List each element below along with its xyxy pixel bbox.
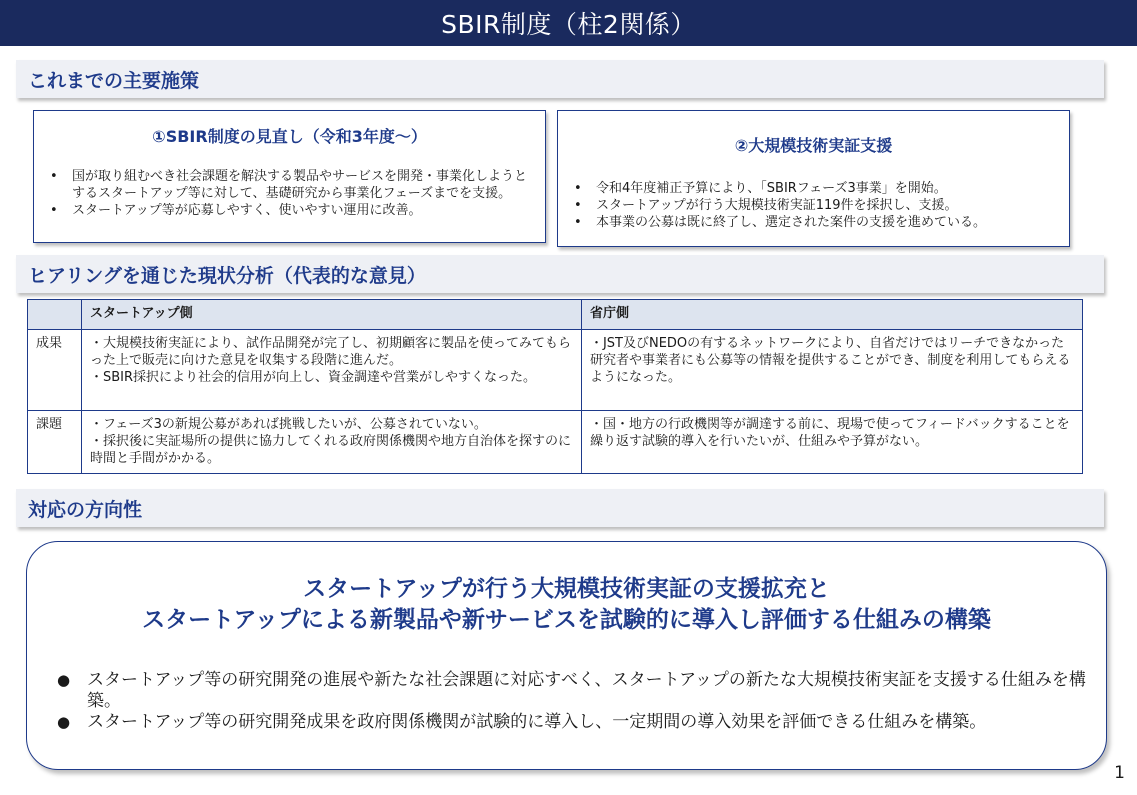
table-cell-ministry [581,330,1082,411]
page-number: 1 [1114,763,1125,783]
table-header-row [28,300,1083,330]
opinion-text: ・フェーズ3の新規公募があれば挑戦したいが、公募されていない。 [89,417,487,432]
measure-bullet-list [558,180,1069,231]
hearing-table [27,299,1083,474]
table-cell-startup [81,330,581,411]
opinion-text: ・国・地方の行政機関等が調達する前に、現場で使ってフィードバックすることを繰り返す試験的導入を行いたいが、仕組みや予算がない。 [589,417,1070,449]
table-header-startup: スタートアップ側 [81,300,581,330]
table-cell-ministry [581,411,1082,474]
section-heading-measures [16,60,1104,98]
table-row [28,330,1083,411]
section-heading-direction [16,489,1104,527]
section-heading-hearing [16,255,1104,293]
table-row [28,411,1083,474]
page-title-bar [0,0,1137,46]
measure-bullet: • スタートアップ等が応募しやすく、使いやすい運用に改善。 [34,202,529,219]
policy-headline [27,574,1106,636]
table-header-ministry: 省庁側 [581,300,1082,330]
measure-bullet: • 本事業の公募は既に終了し、選定された案件の支援を進めている。 [558,214,1053,231]
table-header-blank [28,300,82,330]
policy-bullet: ● スタートアップ等の研究開発の進展や新たな社会課題に対応すべく、スタートアップの新たな大規模技術実証を支援する仕組みを構築。 [57,670,1087,712]
measure-bullet: • 令和4年度補正予算により、「SBIRフェーズ3事業」を開始。 [558,180,1053,197]
table-cell-startup [81,411,581,474]
measure-bullet: • 国が取り組むべき社会課題を解決する製品やサービスを開発・事業化しようとするスタートアップ等に対して、基礎研究から事業化フェーズまでを支援。 [34,168,529,202]
section-heading-label: 対応の方向性 [28,498,143,521]
row-label-issues: 課題 [28,411,82,474]
policy-bullet-list [57,670,1087,733]
measure-box-title: ②大規模技術実証支援 [734,136,893,155]
opinion-text: ・JST及びNEDOの有するネットワークにより、自省だけではリーチできなかった研究者や事業者にも公募等の情報を提供することができ、制度を利用してもらえるようになった。 [589,336,1071,385]
measure-box-title: ①SBIR制度の見直し（令和3年度～） [152,127,427,146]
section-heading-label: これまでの主要施策 [28,69,200,92]
policy-bullet: ● スタートアップ等の研究開発成果を政府関係機関が試験的に導入し、一定期間の導入効果を評価できる仕組みを構築。 [57,712,1087,733]
measure-bullet-list [34,168,545,219]
policy-direction-box [26,541,1107,770]
policy-headline-line2: スタートアップによる新製品や新サービスを試験的に導入し評価する仕組みの構築 [142,607,991,633]
opinion-text: ・SBIR採択により社会的信用が向上し、資金調達や営業がしやすくなった。 [89,370,536,385]
policy-headline-line1: スタートアップが行う大規模技術実証の支援拡充と [303,576,830,602]
measure-box-sbir-review [33,110,546,243]
section-heading-label: ヒアリングを通じた現状分析（代表的な意見） [28,264,426,287]
opinion-text: ・大規模技術実証により、試作品開発が完了し、初期顧客に製品を使ってみてもらった上で販売に向けた意見を収集する段階に進んだ。 [89,336,571,368]
opinion-text: ・採択後に実証場所の提供に協力してくれる政府関係機関や地方自治体を探すのに時間と手間がかかる。 [89,434,571,466]
row-label-results: 成果 [28,330,82,411]
measure-box-large-scale-demo [557,110,1070,247]
page-title: SBIR制度（柱2関係） [441,10,696,39]
measure-bullet: • スタートアップが行う大規模技術実証119件を採択し、支援。 [558,197,1053,214]
